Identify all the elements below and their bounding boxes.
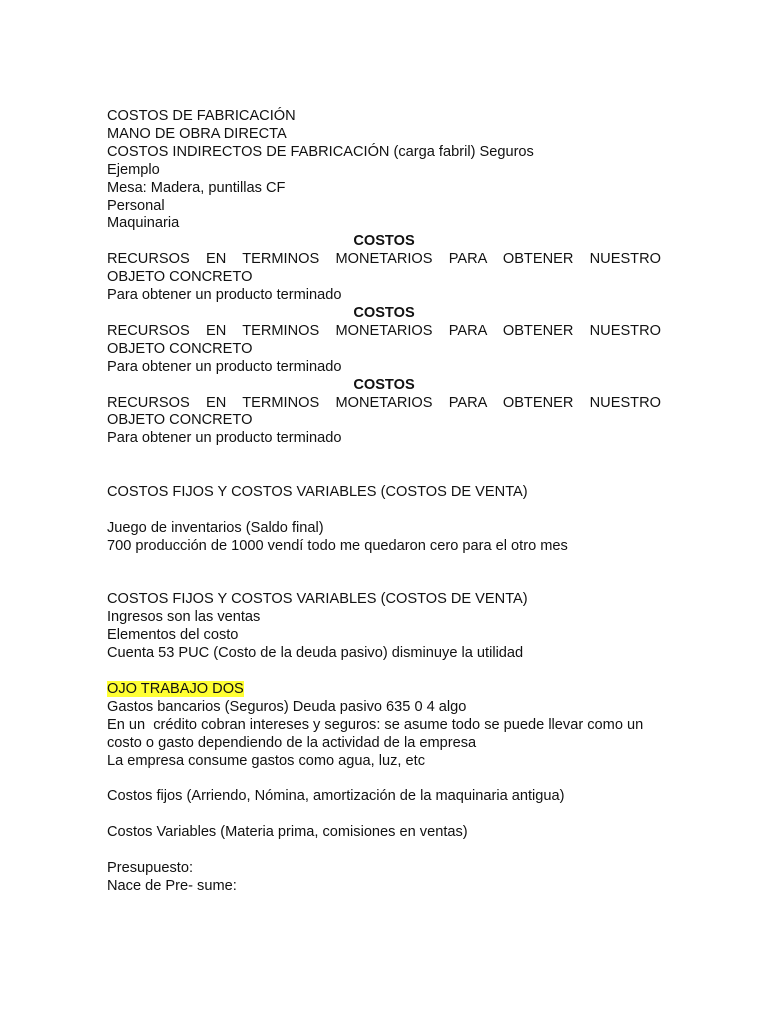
costos-fijos-line: Costos fijos (Arriendo, Nómina, amortización de la maquinaria antigua) — [107, 788, 565, 805]
blank-line — [107, 574, 661, 592]
paragraph-line: La empresa consume gastos como agua, luz, etc — [107, 752, 425, 769]
intro-line: MANO DE OBRA DIRECTA — [107, 125, 287, 142]
costos-definition-line: RECURSOS EN TERMINOS MONETARIOS PARA OBTENER NUESTRO — [107, 394, 661, 411]
blank-line — [107, 663, 661, 681]
paragraph-line: costo o gasto dependiendo de la actividad de la empresa — [107, 734, 477, 751]
costos-definition-line: RECURSOS EN TERMINOS MONETARIOS PARA OBTENER NUESTRO — [107, 251, 661, 268]
paragraph-line: En un crédito cobran intereses y seguros: se asume todo se puede llevar como un — [107, 716, 644, 733]
intro-line: COSTOS DE FABRICACIÓN — [107, 108, 296, 124]
blank-line — [107, 806, 661, 824]
blank-line — [107, 502, 661, 520]
intro-line: Ejemplo — [107, 161, 160, 178]
intro-line: Personal — [107, 197, 165, 214]
costos-heading: COSTOS — [353, 304, 415, 321]
paragraph-line: Elementos del costo — [107, 627, 239, 644]
costos-definition-line: OBJETO CONCRETO — [107, 412, 253, 429]
document-body — [107, 108, 661, 896]
costos-definition-line: Para obtener un producto terminado — [107, 287, 342, 304]
blank-line — [107, 770, 661, 788]
presupuesto-line: Nace de Pre- sume: — [107, 877, 237, 894]
costos-definition-line: RECURSOS EN TERMINOS MONETARIOS PARA OBTENER NUESTRO — [107, 322, 661, 339]
costos-definition-line: OBJETO CONCRETO — [107, 340, 253, 357]
intro-line: Mesa: Madera, puntillas CF — [107, 179, 286, 196]
costos-heading: COSTOS — [353, 376, 415, 393]
blank-line — [107, 556, 661, 574]
costos-definition-line: Para obtener un producto terminado — [107, 430, 342, 447]
section-title: COSTOS FIJOS Y COSTOS VARIABLES (COSTOS DE VENTA) — [107, 591, 528, 608]
section-title: COSTOS FIJOS Y COSTOS VARIABLES (COSTOS DE VENTA) — [107, 484, 528, 500]
paragraph-line: Ingresos son las ventas — [107, 609, 261, 626]
costos-variables-line: Costos Variables (Materia prima, comisiones en ventas) — [107, 824, 468, 841]
highlight-mark: OJO TRABAJO DOS — [107, 680, 244, 697]
paragraph-line: Gastos bancarios (Seguros) Deuda pasivo 635 0 4 algo — [107, 698, 467, 715]
costos-heading: COSTOS — [353, 233, 415, 250]
presupuesto-line: Presupuesto: — [107, 859, 193, 876]
paragraph-line: Juego de inventarios (Saldo final) — [107, 519, 324, 536]
intro-line: Maquinaria — [107, 215, 180, 232]
paragraph-line: Cuenta 53 PUC (Costo de la deuda pasivo) disminuye la utilidad — [107, 645, 524, 662]
highlighted-note — [107, 681, 661, 699]
paragraph-line: 700 producción de 1000 vendí todo me quedaron cero para el otro mes — [107, 537, 568, 554]
costos-definition-line: OBJETO CONCRETO — [107, 269, 253, 286]
blank-line — [107, 466, 661, 484]
blank-line — [107, 842, 661, 860]
blank-line — [107, 448, 661, 466]
intro-line: COSTOS INDIRECTOS DE FABRICACIÓN (carga fabril) Seguros — [107, 143, 534, 160]
costos-definition-line: Para obtener un producto terminado — [107, 358, 342, 375]
